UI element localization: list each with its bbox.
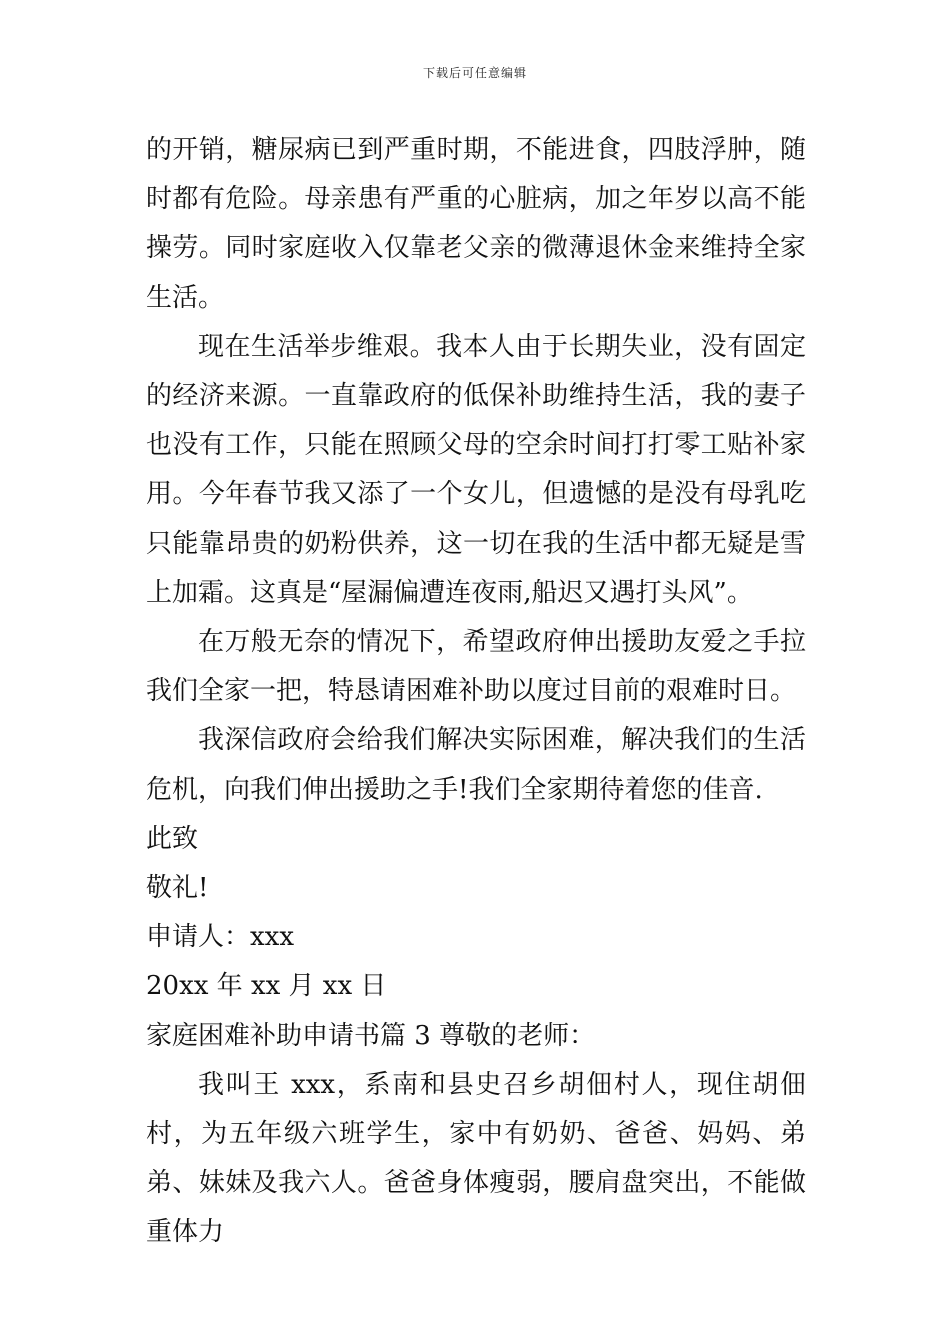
paragraph-continuation: 的开销，糖尿病已到严重时期，不能进食，四肢浮肿，随时都有危险。母亲患有严重的心脏病，加之年岁以高不能操劳。同时家庭收入仅靠老父亲的微薄退休金来维持全家生活。 — [146, 135, 806, 313]
closing-salutation: 此致 — [146, 823, 199, 854]
paragraph-hardship: 现在生活举步维艰。我本人由于长期失业，没有固定的经济来源。一直靠政府的低保补助维持生活，我的妻子也没有工作，只能在照顾父母的空余时间打打零工贴补家用。今年春节我又添了一个女儿，但遗憾的是没有母乳吃只能靠昂贵的奶粉供养，这一切在我的生活中都无疑是雪上加霜。这真是“屋漏偏遭连夜雨,船迟又遇打头风”。 — [146, 331, 806, 608]
page-header: 下载后可任意编辑 — [422, 66, 527, 80]
section-title: 家庭困难补助申请书篇 3 尊敬的老师： — [146, 1020, 596, 1051]
applicant-signature: 申请人：xxx — [146, 922, 294, 953]
date-line: 20xx 年 xx 月 xx 日 — [146, 971, 387, 1002]
closing-regards: 敬礼! — [146, 873, 209, 904]
paragraph-trust: 我深信政府会给我们解决实际困难，解决我们的生活危机，向我们伸出援助之手!我们全家期待着您的佳音. — [146, 725, 806, 805]
paragraph-request: 在万般无奈的情况下，希望政府伸出援助友爱之手拉我们全家一把，特恳请困难补助以度过目前的艰难时日。 — [146, 627, 806, 707]
document-body — [146, 126, 806, 1258]
paragraph-introduction: 我叫王 xxx，系南和县史召乡胡佃村人，现住胡佃村，为五年级六班学生，家中有奶奶、爸爸、妈妈、弟弟、妹妹及我六人。爸爸身体瘦弱，腰肩盘突出，不能做重体力 — [146, 1069, 806, 1248]
